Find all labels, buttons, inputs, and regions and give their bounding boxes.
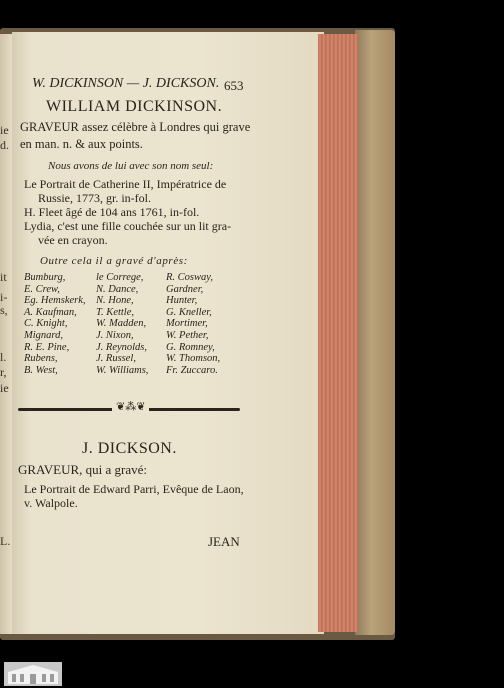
artist-name: Bumburg, (24, 272, 66, 283)
artist-name: Rubens, (24, 353, 58, 365)
artist-name: G. Kneller, (166, 306, 212, 318)
artist-name: Eg. Hemskerk, (24, 295, 86, 307)
book-board-edge (355, 30, 395, 635)
artist-column-1 (24, 272, 86, 376)
work-line: Russie, 1773, gr. in-fol. (38, 191, 151, 205)
artist-name: W. Thomson, (166, 353, 221, 365)
work-line: v. Walpole. (24, 496, 78, 510)
artist-name: le Correge, (96, 272, 144, 283)
artist-name: Mignard, (24, 329, 63, 341)
after-subheading: Outre cela il a gravé d'après: (40, 255, 188, 267)
artist-name: B. West, (24, 364, 58, 376)
artist-name: Mortimer, (166, 318, 208, 330)
artist-name: Fr. Zuccaro. (166, 364, 218, 376)
margin-fragment: L. (0, 534, 11, 548)
margin-fragment: i- (0, 290, 8, 304)
entry-description: GRAVEUR, qui a gravé: (18, 462, 148, 477)
artist-column-2 (96, 272, 148, 376)
artist-name: R. E. Pine, (24, 341, 70, 353)
page-edges (318, 34, 358, 632)
library-logo-icon (4, 662, 62, 686)
margin-fragment: d. (0, 138, 9, 152)
artist-name: J. Russel, (96, 353, 136, 365)
entry-subheading: Nous avons de lui avec son nom seul: (48, 160, 214, 172)
artist-name: N. Dance, (96, 283, 139, 295)
catchword: JEAN (208, 534, 240, 549)
margin-fragment: ie (0, 123, 9, 137)
artist-name: G. Romney, (166, 341, 215, 353)
artist-name: W. Williams, (96, 364, 149, 376)
margin-fragment: r, (0, 365, 7, 379)
artist-name: N. Hone, (96, 295, 134, 307)
work-line: vée en crayon. (38, 233, 108, 247)
margin-fragment: ie (0, 381, 9, 395)
work-line: H. Fleet âgé de 104 ans 1761, in-fol. (24, 205, 200, 219)
work-line: Le Portrait de Catherine II, Impératrice de (24, 177, 227, 191)
running-head: W. DICKINSON — J. DICKSON. (32, 76, 220, 91)
artist-name: E. Crew, (24, 283, 60, 295)
work-line: Le Portrait de Edward Parri, Evêque de Laon, (24, 482, 244, 496)
artist-column-3 (166, 272, 220, 376)
ornament-icon: ❦⁂❦ (112, 400, 149, 413)
artist-name: T. Kettle, (96, 306, 135, 318)
viewer-footer (0, 660, 504, 688)
artist-name: J. Reynolds, (96, 341, 148, 353)
work-line: Lydia, c'est une fille couchée sur un lit gra- (24, 219, 232, 233)
artist-name: R. Cosway, (166, 272, 213, 283)
margin-fragment: it (0, 270, 7, 284)
artist-name: Hunter, (166, 295, 198, 307)
artist-name: W. Madden, (96, 318, 147, 330)
artist-name: C. Knight, (24, 318, 68, 330)
margin-fragment: l. (0, 350, 7, 364)
margin-fragment: s, (0, 303, 8, 317)
entry-description: en man. n. & aux points. (20, 137, 143, 151)
entry-title: WILLIAM DICKINSON. (46, 98, 223, 115)
artist-name: A. Kaufman, (24, 306, 77, 318)
artist-name: Gardner, (166, 283, 204, 295)
artist-name: J. Nixon, (96, 329, 134, 341)
page-number: 653 (224, 78, 244, 93)
entry-description: GRAVEUR assez célèbre à Londres qui grave (20, 120, 251, 134)
entry-title: J. DICKSON. (82, 440, 177, 457)
artist-name: W. Pether, (166, 329, 209, 341)
